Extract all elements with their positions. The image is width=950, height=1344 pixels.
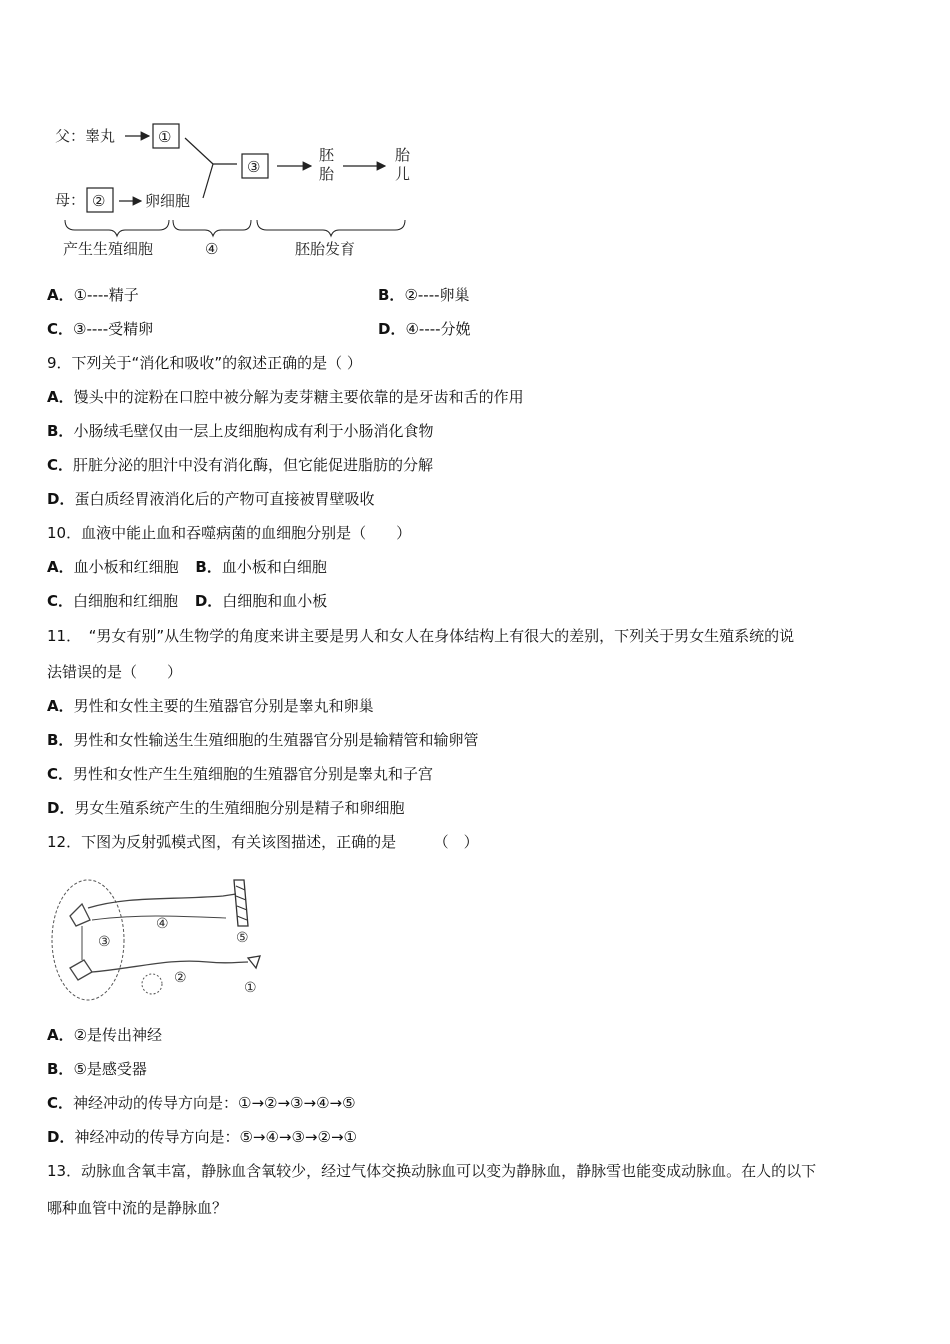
q11-option-b: B．男性和女性输送生生殖细胞的生殖器官分别是输精管和输卵管 bbox=[47, 731, 479, 749]
q9-option-d: D．蛋白质经胃液消化后的产物可直接被胃壁吸收 bbox=[47, 490, 375, 508]
q8-option-d: D．④----分娩 bbox=[378, 320, 471, 338]
embryo-label-b: 胎 bbox=[319, 165, 335, 183]
q11-stem-line1: 11． “男女有别”从生物学的角度来讲主要是男人和女人在身体结构上有很大的差别，下列关于男女生殖系统的说 bbox=[47, 627, 795, 645]
q11-option-d: D．男女生殖系统产生的生殖细胞分别是精子和卵细胞 bbox=[47, 799, 405, 817]
q9-stem: 9．下列关于“消化和吸收”的叙述正确的是（ ） bbox=[47, 354, 362, 372]
q13-stem-line2: 哪种血管中流的是静脉血？ bbox=[47, 1199, 228, 1217]
q10-stem: 10．血液中能止血和吞噬病菌的血细胞分别是（ ） bbox=[47, 524, 412, 542]
label-5: ⑤ bbox=[236, 930, 249, 946]
label-1: ① bbox=[244, 980, 257, 996]
box-2-label: ② bbox=[92, 192, 106, 210]
reproduction-diagram bbox=[45, 112, 465, 262]
q10-options-cd: C．白细胞和红细胞 D．白细胞和血小板 bbox=[47, 592, 328, 610]
join-line-bottom bbox=[203, 164, 213, 198]
q12-option-d: D．神经冲动的传导方向是：⑤→④→③→②→① bbox=[47, 1128, 357, 1146]
brace-1 bbox=[65, 220, 169, 236]
q10-options-ab: A．血小板和红细胞 B．血小板和白细胞 bbox=[47, 558, 327, 576]
box-3-label: ③ bbox=[247, 158, 261, 176]
q13-stem-line1: 13．动脉血含氧丰富，静脉血含氧较少，经过气体交换动脉血可以变为静脉血，静脉雪也能变成动脉血。在人的以下 bbox=[47, 1162, 817, 1180]
brace-2 bbox=[173, 220, 251, 236]
brace-3-label: 胚胎发育 bbox=[295, 240, 356, 258]
fetus-label-a: 胎 bbox=[395, 146, 411, 164]
q12-option-b: B．⑤是感受器 bbox=[47, 1060, 147, 1078]
neuron-lower bbox=[70, 960, 92, 980]
q11-option-c: C．男性和女性产生生殖细胞的生殖器官分别是睾丸和子宫 bbox=[47, 765, 434, 783]
egg-label: 卵细胞 bbox=[145, 192, 191, 210]
spinal-cord-region bbox=[52, 880, 124, 1000]
afferent-nerve bbox=[92, 961, 248, 972]
q12-stem: 12．下图为反射弧模式图，有关该图描述，正确的是 （ ） bbox=[47, 833, 479, 851]
brace-1-label: 产生生殖细胞 bbox=[63, 240, 154, 258]
efferent-nerve bbox=[88, 894, 236, 908]
q8-option-a: A．①----精子 bbox=[47, 286, 139, 304]
q8-option-b: B．②----卵巢 bbox=[378, 286, 470, 304]
father-label: 父：睾丸 bbox=[55, 127, 116, 145]
label-3: ③ bbox=[98, 934, 111, 950]
brace-2-label: ④ bbox=[205, 240, 219, 258]
q9-option-a: A．馒头中的淀粉在口腔中被分解为麦芽糖主要依靠的是牙齿和舌的作用 bbox=[47, 388, 524, 406]
q8-option-c: C．③----受精卵 bbox=[47, 320, 154, 338]
ganglion bbox=[142, 974, 162, 994]
receptor bbox=[248, 956, 260, 968]
embryo-label-a: 胚 bbox=[319, 146, 335, 164]
join-line-top bbox=[185, 138, 213, 164]
q12-option-a: A．②是传出神经 bbox=[47, 1026, 163, 1044]
q11-option-a: A．男性和女性主要的生殖器官分别是睾丸和卵巢 bbox=[47, 697, 374, 715]
brace-3 bbox=[257, 220, 405, 236]
reflex-arc-diagram bbox=[48, 876, 278, 1006]
label-4: ④ bbox=[156, 916, 169, 932]
neuron-upper bbox=[70, 904, 90, 926]
label-2: ② bbox=[174, 970, 187, 986]
box-1-label: ① bbox=[158, 128, 172, 146]
mother-label: 母： bbox=[55, 191, 86, 209]
fetus-label-b: 儿 bbox=[395, 165, 411, 183]
q11-stem-line2: 法错误的是（ ） bbox=[47, 663, 183, 681]
q9-option-b: B．小肠绒毛壁仅由一层上皮细胞构成有利于小肠消化食物 bbox=[47, 422, 434, 440]
q12-option-c: C．神经冲动的传导方向是：①→②→③→④→⑤ bbox=[47, 1094, 356, 1112]
q9-option-c: C．肝脏分泌的胆汁中没有消化酶，但它能促进脂肪的分解 bbox=[47, 456, 434, 474]
